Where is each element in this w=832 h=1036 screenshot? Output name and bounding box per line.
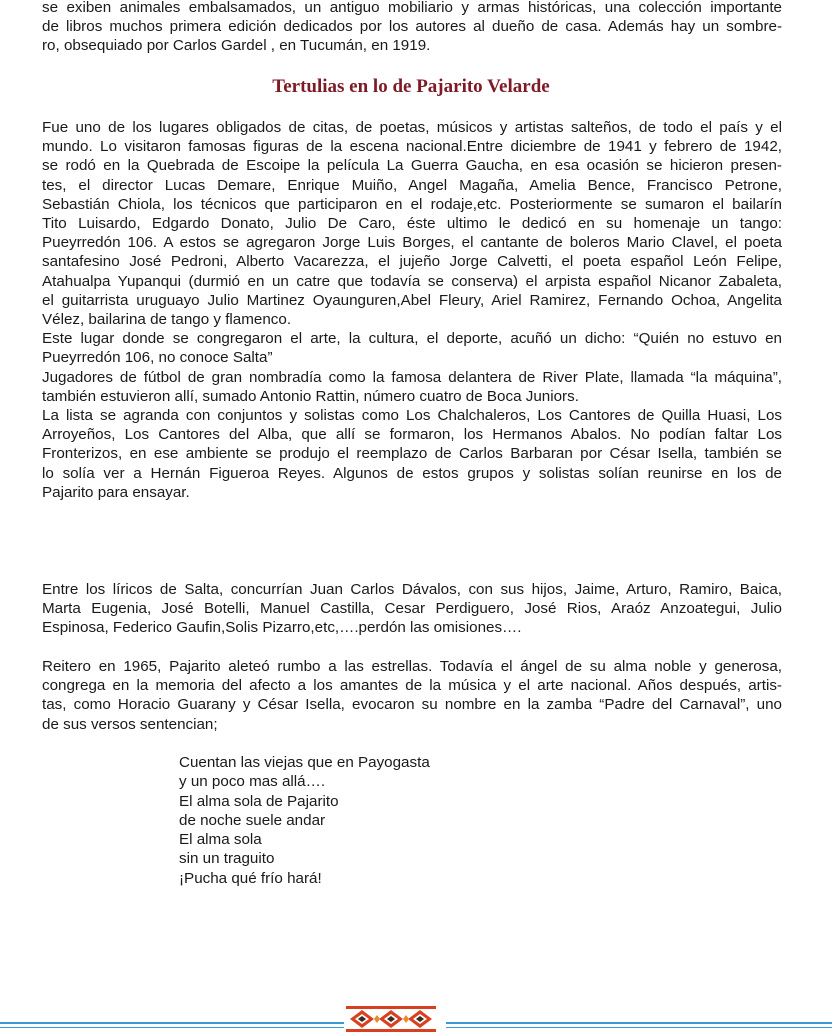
text-line: se rodó en la Quebrada de Escoipe la película La Guerra Gaucha, en esa ocasión se hicieron presen- xyxy=(42,157,782,175)
text-line: Tito Luisardo, Edgardo Donato, Julio De Caro, éste ultimo le dedicó en su homenaje un tango: xyxy=(42,215,782,233)
text-line: Fronterizos, en ese ambiente se produjo el reemplazo de Carlos Barbaran por César Isella, también se xyxy=(42,445,782,463)
footer-rule-right-thin xyxy=(446,1027,832,1028)
text-line: lo solía ver a Hernán Figueroa Reyes. Algunos de estos grupos y solistas solían reunirse en los de xyxy=(42,464,782,482)
footer-rule-left xyxy=(0,1022,344,1024)
text-line: Vélez, bailarina de tango y flamenco. xyxy=(42,311,292,329)
text-line: Atahualpa Yupanqui (durmió en un catre que todavía se conserva) el arpista español Nicanor Zabaleta, xyxy=(42,272,782,290)
text-line: se exiben animales embalsamados, un antiguo mobiliario y armas históricas, una colección importante xyxy=(42,0,782,16)
text-line: Marta Eugenia, José Botelli, Manuel Castilla, Cesar Perdiguero, José Rios, Araóz Anzoategui, Julio xyxy=(42,600,782,618)
text-line: Sebastián Chiola, los técnicos que participaron en el rodaje,etc. Posteriormente se sumaron el bailarín xyxy=(42,195,782,213)
text-line: santafesino José Pedroni, Alberto Vacarezza, el jujeño Jorge Calvetti, el poeta español León Felipe, xyxy=(42,253,782,271)
section-heading: Tertulias en lo de Pajarito Velarde xyxy=(272,76,550,97)
text-line: de sus versos sentencian; xyxy=(42,715,218,733)
liricos-paragraph xyxy=(42,580,782,638)
text-line: Espinosa, Federico Gaufin,Solis Pizarro,etc,….perdón las omisiones…. xyxy=(42,619,522,637)
footer-rule-right xyxy=(446,1022,832,1024)
verse-line: El alma sola de Pajarito xyxy=(179,792,339,810)
body-paragraph xyxy=(42,118,782,502)
text-line: mundo. Lo visitaron famosas figuras de la escena nacional.Entre diciembre de 1941 y febrero de 1942, xyxy=(42,138,782,156)
verse-line: y un poco mas allá…. xyxy=(179,773,326,791)
footer-rule-left-thin xyxy=(0,1027,344,1028)
zamba-verse xyxy=(179,753,430,888)
text-line: también estuvieron allí, sumado Antonio Rattin, número cuatro de Boca Juniors. xyxy=(42,387,579,405)
text-line: Pueyrredón 106. A estos se agregaron Jorge Luis Borges, el cantante de boleros Mario Clavel, el poeta xyxy=(42,234,782,252)
andean-geometric-pattern-icon xyxy=(346,1006,436,1032)
text-line: Reitero en 1965, Pajarito aleteó rumbo a las estrellas. Todavía el ángel de su alma noble y generosa, xyxy=(42,658,782,675)
intro-paragraph xyxy=(42,0,782,56)
verse-line: ¡Pucha qué frío hará! xyxy=(179,869,322,887)
text-line: el guitarrista uruguayo Julio Martinez Oyaunguren,Abel Fleury, Ariel Ramirez, Fernando Ochoa, Angelita xyxy=(42,291,782,309)
text-line: La lista se agranda con conjuntos y solistas como Los Chalchaleros, Los Cantores de Quilla Huasi, Los xyxy=(42,407,782,425)
text-line: Pajarito para ensayar. xyxy=(42,483,190,501)
text-line: Fue uno de los lugares obligados de citas, de poetas, músicos y artistas salteños, de todo el país y el xyxy=(42,119,782,136)
text-line: Este lugar donde se congregaron el arte, la cultura, el deporte, acuñó un dicho: “Quién no estuvo en xyxy=(42,330,782,348)
text-line: Jugadores de fútbol de gran nombradía como la famosa delantera de River Plate, llamada “la máquina”, xyxy=(42,368,782,386)
verse-line: El alma sola xyxy=(179,831,262,849)
text-line: Entre los líricos de Salta, concurrían Juan Carlos Dávalos, con sus hijos, Jaime, Arturo, Ramiro, Baica, xyxy=(42,581,782,598)
text-line: tes, el director Lucas Demare, Enrique Muiño, Angel Magaña, Amelia Bence, Francisco Petrone, xyxy=(42,176,782,194)
text-line: ro, obsequiado por Carlos Gardel , en Tucumán, en 1919. xyxy=(42,37,431,55)
verse-line: Cuentan las viejas que en Payogasta xyxy=(179,754,430,771)
verse-line: de noche suele andar xyxy=(179,811,326,829)
text-line: tas, como Horacio Guarany y César Isella, evocaron su nombre en la zamba “Padre del Carnaval”, uno xyxy=(42,696,782,714)
verse-line: sin un traguito xyxy=(179,850,275,868)
text-line: congrega en la memoria del afecto a los amantes de la música y el arte nacional. Años después, artis- xyxy=(42,677,782,695)
text-line: Arroyeños, Los Cantores del Alba, que allí se formaron, los Hermanos Abalos. No podían faltar Los xyxy=(42,426,782,444)
text-line: Pueyrredón 106, no conoce Salta” xyxy=(42,349,273,367)
reitero-paragraph xyxy=(42,657,782,734)
text-line: de libros muchos primera edición dedicados por los autores al dueño de casa. Además hay un sombre- xyxy=(42,18,782,36)
